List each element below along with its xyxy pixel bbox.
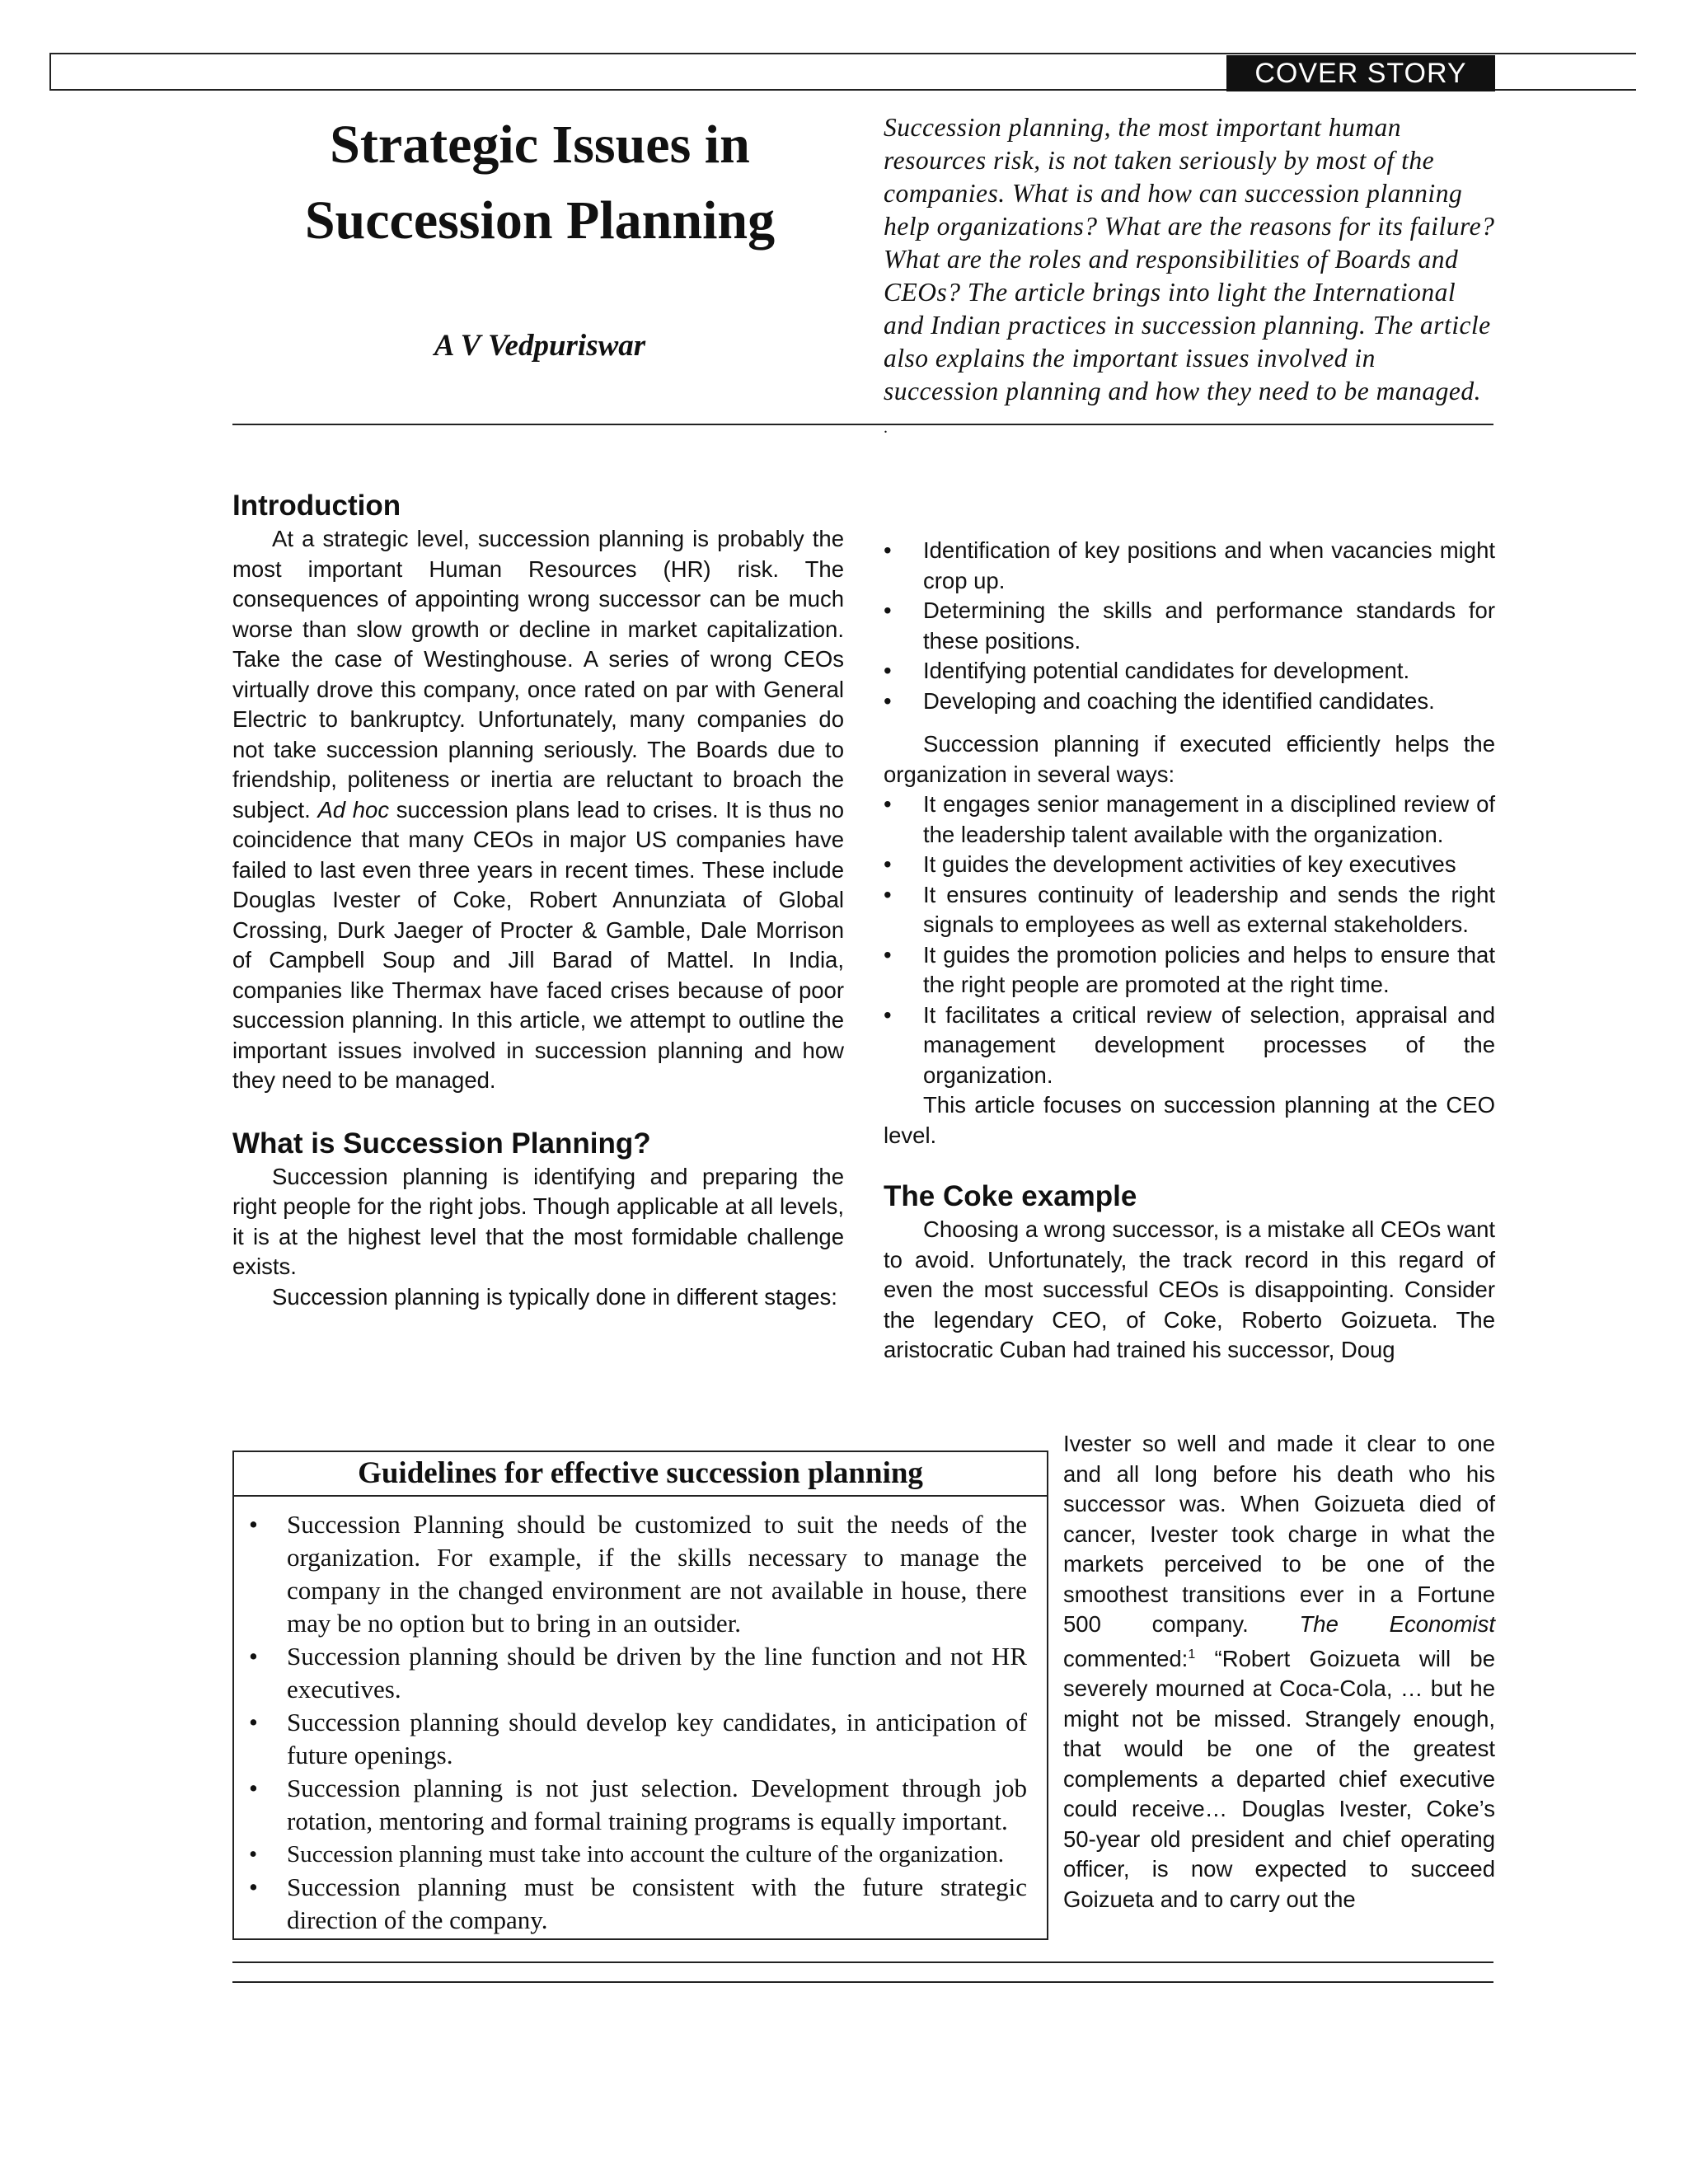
intro-text-part1: At a strategic level, succession planning is probably the most important Human Resources (HR) risk. The consequences of appointing wrong successor can be much worse than slow growth or decline in market capitalization. Take the case of Westinghouse. A series of wrong CEOs virtually drove this company, once rated on par with General Electric to bankruptcy. Unfortunately, many companies do not take succession planning seriously. The Boards due to friendship, politeness or inertia are reluctant to broach the subject. [232,526,844,823]
section-tag: COVER STORY [1226,55,1495,91]
focus-paragraph: This article focuses on succession planning at the CEO level. [884,1092,1495,1148]
intro-heading: Introduction [232,490,401,522]
list-item: • It guides the development activities of key executives [884,850,1495,880]
list-item: • It engages senior management in a disciplined review of the leadership talent available with the organization. [884,790,1495,850]
left-column [232,488,844,1312]
what-is-paragraph-1: Succession planning is identifying and preparing the right people for the right jobs. Though applicable at all levels, it is at the highest level that the most formidable challenge exists. [232,1163,844,1279]
what-is-paragraph-2: Succession planning is typically done in different stages: [272,1283,837,1310]
coke-continuation [1063,1429,1495,1915]
list-item: • It facilitates a critical review of selection, appraisal and management development processes of the organization. [884,1001,1495,1091]
guidelines-box [232,1451,1048,1940]
coke-paragraph-1: Choosing a wrong successor, is a mistake all CEOs want to avoid. Unfortunately, the track record in this regard of even the most successful CEOs is disappointing. Consider the legendary CEO, of Coke, Roberto Goizueta. The aristocratic Cuban had trained his successor, Doug [884,1216,1495,1362]
footer-rule-top [232,1961,1493,1963]
abstract-trailing-mark: . [884,419,888,437]
footnote-marker: 1 [1188,1647,1196,1661]
article-abstract: Succession planning, the most important human resources risk, is not taken seriously by most of the companies. What is and how can succession planning help organizations? What are the reasons for its failure? What are the roles and responsibilities of Boards and CEOs? The article brings into light the International and Indian practices in succession planning. The article also explains the important issues involved in succession planning and how they need to be managed. [884,113,1495,405]
list-item: • It ensures continuity of leadership and sends the right signals to employees as well as external stakeholders. [884,880,1495,940]
intro-text-part2: succession plans lead to crises. It is thus no coincidence that many CEOs in major US companies have failed to last even three years in recent times. These include Douglas Ivester of Coke, Robert Annunziata of Global Crossing, Durk Jaeger of Procter & Gamble, Dale Morrison of Campbell Soup and Jill Barad of Mattel. In India, companies like Thermax have faced crises because of poor succession planning. In this article, we attempt to outline the important issues involved in succession planning and how they need to be managed. [232,796,844,1093]
list-item: • Identification of key positions and when vacancies might crop up. [884,536,1495,596]
right-column [884,536,1495,1366]
benefits-intro: Succession planning if executed efficiently helps the organization in several ways: [884,731,1495,787]
list-item: • Succession planning should develop key candidates, in anticipation of future openings. [249,1706,1027,1772]
coke-text-part3: “Robert Goizueta will be severely mourned at Coca-Cola, … but he might not be missed. Strangely enough, that would be one of the greatest complements a departed chief executive could receive… Douglas Ivester, Coke’s 50-year old president and chief operating officer, is now expected to succeed Goizueta and to carry out the [1063,1645,1496,1912]
list-item: • Determining the skills and performance standards for these positions. [884,596,1495,656]
list-item: • Developing and coaching the identified candidates. [884,687,1495,717]
list-item: • Succession planning should be driven by the line function and not HR executives. [249,1640,1027,1706]
list-item: • Identifying potential candidates for development. [884,656,1495,687]
economist-citation: The Economist [1299,1611,1495,1637]
guidelines-list [234,1497,1047,1937]
what-is-heading: What is Succession Planning? [232,1127,651,1160]
coke-text-part2: commented: [1063,1645,1189,1671]
benefits-list [884,790,1495,1090]
intro-text-italic: Ad hoc [317,796,390,823]
coke-paragraph-2 [1063,1429,1495,1915]
article-title: Strategic Issues in Succession Planning [304,115,776,251]
list-item: • It guides the promotion policies and helps to ensure that the right people are promoted at the right time. [884,940,1495,1001]
list-item: • Succession planning must be consistent with the future strategic direction of the company. [249,1871,1027,1937]
coke-text-part1: Ivester so well and made it clear to one and all long before his death who his successor was. When Goizueta died of cancer, Ivester took charge in what the markets perceived to be one of the smoothest transitions ever in a Fortune 500 company. [1063,1431,1495,1637]
list-item: • Succession planning must take into account the culture of the organization. [249,1838,1027,1871]
list-item: • Succession Planning should be customized to suit the needs of the organization. For example, if the skills necessary to manage the company in the changed environment are not available in house, there may be no option but to bring in an outsider. [249,1508,1027,1640]
article-author: A V Vedpuriswar [434,329,646,363]
stages-list [884,536,1495,716]
footer-rule-bottom [232,1981,1493,1983]
header-bottom-rule [232,424,1493,425]
coke-heading: The Coke example [884,1180,1137,1212]
intro-paragraph [232,524,844,1096]
list-item: • Succession planning is not just selection. Development through job rotation, mentoring and formal training programs is equally important. [249,1772,1027,1838]
guidelines-title: Guidelines for effective succession planning [234,1452,1047,1497]
